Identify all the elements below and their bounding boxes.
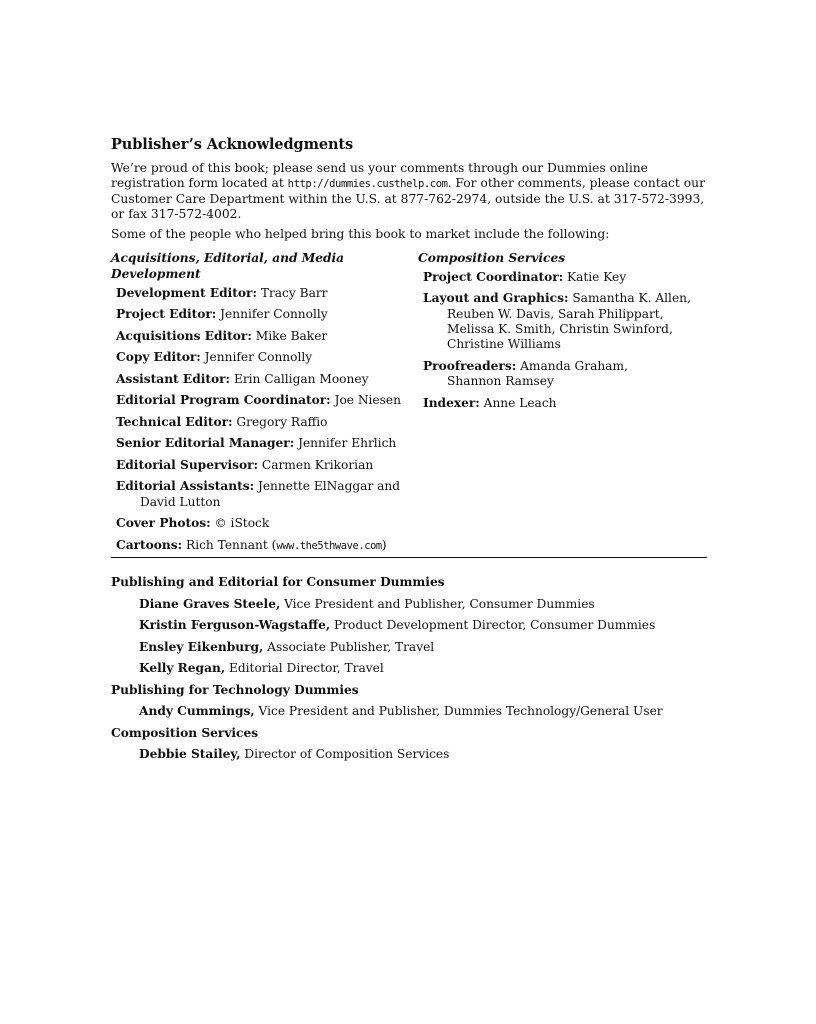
credit-entry <box>116 436 401 451</box>
staff-group-heading: Publishing for Technology Dummies <box>111 682 359 697</box>
credit-people: Jennette ElNaggar and <box>257 479 401 494</box>
credit-role: Editorial Program Coordinator: <box>116 393 331 408</box>
credit-people: Rich Tennant ( <box>186 537 277 552</box>
credit-people: Jennifer Connolly <box>204 350 313 365</box>
staff-group-heading: Composition Services <box>111 725 259 740</box>
credit-entry <box>116 516 401 531</box>
intro-line-2: Some of the people who helped bring this book to market include the following: <box>111 227 610 241</box>
credit-role: Editorial Supervisor: <box>116 457 259 472</box>
credit-role: Project Editor: <box>116 307 217 322</box>
staff-person-name: Diane Graves Steele, <box>139 596 281 611</box>
staff-person-name: Ensley Eikenburg, <box>139 639 264 654</box>
credit-people: Jennifer Connolly <box>220 307 328 322</box>
credit-role: Cover Photos: <box>116 516 211 531</box>
credit-people: Carmen Krikorian <box>261 457 374 472</box>
credit-people: Tracy Barr <box>260 286 328 300</box>
staff-person-name: Kelly Regan, <box>139 661 226 675</box>
staff-group-heading: Publishing and Editorial for Consumer Dummies <box>111 575 445 589</box>
credit-role: Technical Editor: <box>116 414 233 429</box>
staff-person <box>139 746 707 762</box>
credit-entry-cartoons <box>116 538 401 554</box>
credit-people: Erin Calligan Mooney <box>233 371 369 386</box>
acknowledgments-section <box>111 136 707 566</box>
right-entries-list <box>418 270 708 411</box>
credit-people: Jennifer Ehrlich <box>298 436 397 451</box>
credit-entry <box>116 286 401 301</box>
credit-role: Project Coordinator: <box>423 270 564 284</box>
credit-people: Anne Leach <box>483 395 557 410</box>
credit-role: Proofreaders: <box>423 358 517 373</box>
credit-entry <box>116 393 401 408</box>
staff-person-title: Vice President and Publisher, Dummies Technology/General User <box>258 704 663 718</box>
staff-person-title: Product Development Director, Consumer Dummies <box>333 618 656 632</box>
credit-entry <box>423 359 708 390</box>
right-column-heading: Composition Services <box>418 251 566 265</box>
staff-person-title: Director of Composition Services <box>244 747 450 761</box>
credit-role: Copy Editor: <box>116 350 201 365</box>
section-divider <box>111 557 707 558</box>
credit-entry <box>116 479 401 510</box>
left-column-heading: Acquisitions, Editorial, and Media Development <box>111 251 345 281</box>
credit-people: Mike Baker <box>255 328 328 343</box>
credit-people: Amanda Graham, <box>520 358 628 373</box>
credit-role: Senior Editorial Manager: <box>116 436 295 451</box>
credit-entry <box>423 291 708 352</box>
credit-entry <box>116 329 401 344</box>
credits-columns <box>111 250 707 566</box>
credit-role: Acquisitions Editor: <box>116 328 252 343</box>
credit-people: © iStock <box>214 516 270 531</box>
credit-role: Assistant Editor: <box>116 371 231 386</box>
left-column <box>111 250 401 560</box>
staff-person-name: Debbie Stailey, <box>139 747 241 761</box>
credit-people: Katie Key <box>567 270 627 284</box>
staff-person <box>139 660 707 676</box>
credit-entry <box>116 307 401 322</box>
intro-paragraph <box>111 161 707 222</box>
intro-text-after: . For other comments, please contact our Customer Care Department within the U.S. at 877-762-2974, outside the U.S. at 317-572-3993, or fax 317-572-4002. <box>111 176 705 221</box>
right-column <box>418 250 708 417</box>
credit-entry <box>116 415 401 430</box>
page-title: Publisher’s Acknowledgments <box>111 136 354 153</box>
credit-people: Samantha K. Allen, <box>572 291 691 306</box>
credit-role: Indexer: <box>423 395 480 410</box>
staff-person <box>139 703 707 719</box>
credit-people: Gregory Raffio <box>236 414 328 429</box>
credit-entry <box>116 458 401 473</box>
credit-people-continued: Christine Williams <box>447 337 561 352</box>
credit-role: Development Editor: <box>116 286 257 300</box>
credit-entry <box>116 372 401 387</box>
credit-people: Joe Niesen <box>334 393 401 408</box>
staff-person <box>139 617 707 633</box>
left-entries-list <box>111 286 401 531</box>
cartoons-url-link[interactable]: www.the5thwave.com <box>276 539 382 552</box>
staff-person-name: Kristin Ferguson-Wagstaffe, <box>139 618 331 632</box>
credit-people-continued: Melissa K. Smith, Christin Swinford, <box>447 322 673 337</box>
staff-person-name: Andy Cummings, <box>139 704 255 718</box>
staff-person <box>139 639 707 655</box>
credit-people-continued: Shannon Ramsey <box>447 374 554 389</box>
staff-person-title: Editorial Director, Travel <box>228 661 384 675</box>
intro-text-before: We’re proud of this book; please send us your comments through our Dummies online registration form located at <box>111 161 648 190</box>
credit-role: Cartoons: <box>116 537 183 552</box>
staff-person-title: Vice President and Publisher, Consumer Dummies <box>284 596 595 611</box>
credit-people-continued: David Lutton <box>140 494 221 509</box>
credit-role: Layout and Graphics: <box>423 291 569 306</box>
credit-entry <box>116 350 401 365</box>
credit-close-paren: ) <box>381 537 387 552</box>
staff-person-title: Associate Publisher, Travel <box>267 639 435 654</box>
registration-url-link[interactable]: http://dummies.custhelp.com <box>287 178 448 190</box>
staff-person <box>139 596 707 612</box>
credit-people-continued: Reuben W. Davis, Sarah Philippart, <box>447 306 664 321</box>
credit-entry <box>423 270 708 285</box>
credit-entry <box>423 396 708 411</box>
credit-role: Editorial Assistants: <box>116 479 255 494</box>
staff-section <box>111 574 707 768</box>
